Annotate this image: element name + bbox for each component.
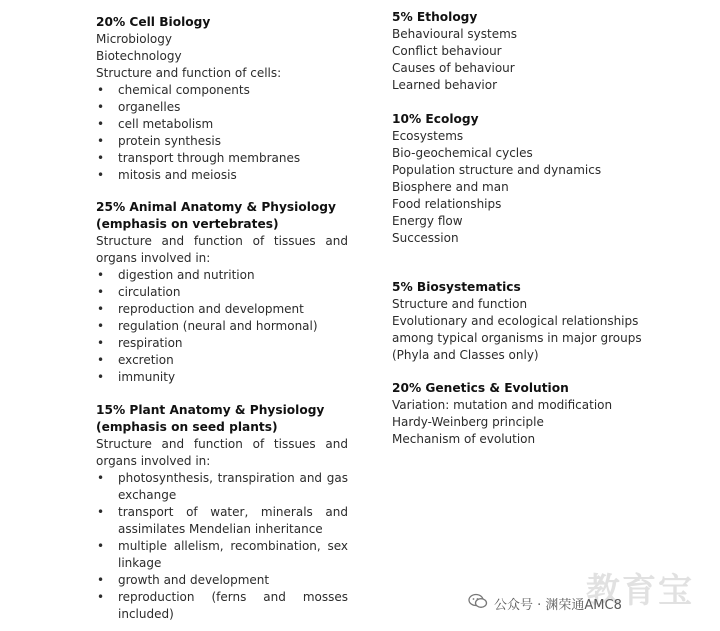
wechat-icon	[468, 593, 488, 609]
topic-line: Learned behavior	[392, 78, 498, 92]
section-biosystematics	[392, 279, 652, 364]
section-heading: 20% Genetics & Evolution	[392, 381, 569, 395]
bullet-item: • transport through membranes	[96, 150, 348, 167]
section-heading: 25% Animal Anatomy & Physiology	[96, 200, 336, 214]
bullet-item: • growth and development	[96, 572, 348, 589]
section-plant-anatomy	[96, 402, 348, 623]
bullet-item: • organelles	[96, 99, 348, 116]
bullet-list	[96, 267, 348, 386]
topic-line: Biosphere and man	[392, 180, 509, 194]
section-intro: Structure and function of tissues and organs involved in:	[96, 437, 348, 468]
bullet-item: • chemical components	[96, 82, 348, 99]
topic-line: Biotechnology	[96, 49, 182, 63]
section-heading: 10% Ecology	[392, 112, 479, 126]
bullet-item: • mitosis and meiosis	[96, 167, 348, 184]
section-animal-anatomy	[96, 199, 348, 386]
section-heading: 15% Plant Anatomy & Physiology	[96, 403, 325, 417]
topic-line: Behavioural systems	[392, 27, 518, 41]
topic-line: Conflict behaviour	[392, 44, 502, 58]
topic-line: Bio-geochemical cycles	[392, 146, 533, 160]
section-heading: 20% Cell Biology	[96, 15, 211, 29]
section-subheading: (emphasis on vertebrates)	[96, 217, 279, 231]
bullet-list	[96, 470, 348, 623]
topic-line: (Phyla and Classes only)	[392, 348, 539, 362]
bullet-item: • photosynthesis, transpiration and gas exchange	[96, 470, 348, 504]
bullet-item: • regulation (neural and hormonal)	[96, 318, 348, 335]
section-heading: 5% Biosystematics	[392, 280, 521, 294]
topic-line: Variation: mutation and modification	[392, 398, 613, 412]
topic-line: among typical organisms in major groups	[392, 331, 642, 345]
bullet-list	[96, 82, 348, 184]
watermark	[468, 571, 708, 623]
bullet-item: • respiration	[96, 335, 348, 352]
section-genetics-evolution	[392, 380, 652, 448]
bullet-item: • protein synthesis	[96, 133, 348, 150]
topic-line: Evolutionary and ecological relationships	[392, 314, 639, 328]
topic-line: Mechanism of evolution	[392, 432, 536, 446]
watermark-text: 公众号 · 渊荣通AMC8	[494, 598, 622, 613]
topic-line: Causes of behaviour	[392, 61, 515, 75]
topic-line: Structure and function of cells:	[96, 66, 282, 80]
topic-line: Food relationships	[392, 197, 502, 211]
bullet-item: • immunity	[96, 369, 348, 386]
topic-line: Structure and function	[392, 297, 528, 311]
bullet-item: • circulation	[96, 284, 348, 301]
bullet-item: • digestion and nutrition	[96, 267, 348, 284]
bullet-item: • transport of water, minerals and assimilates Mendelian inheritance	[96, 504, 348, 538]
topic-line: Ecosystems	[392, 129, 464, 143]
watermark-logo: 教育宝	[586, 571, 694, 611]
section-ethology	[392, 9, 652, 94]
bullet-item: • excretion	[96, 352, 348, 369]
bullet-item: • multiple allelism, recombination, sex linkage	[96, 538, 348, 572]
topic-line: Population structure and dynamics	[392, 163, 602, 177]
section-ecology	[392, 111, 652, 247]
section-heading: 5% Ethology	[392, 10, 478, 24]
topic-line: Energy flow	[392, 214, 463, 228]
bullet-item: • reproduction (ferns and mosses included)	[96, 589, 348, 623]
topic-line: Hardy-Weinberg principle	[392, 415, 544, 429]
topic-line: Microbiology	[96, 32, 172, 46]
section-intro: Structure and function of tissues and organs involved in:	[96, 234, 348, 265]
bullet-item: • reproduction and development	[96, 301, 348, 318]
section-cell-biology	[96, 14, 348, 184]
section-subheading: (emphasis on seed plants)	[96, 420, 278, 434]
topic-line: Succession	[392, 231, 459, 245]
bullet-item: • cell metabolism	[96, 116, 348, 133]
